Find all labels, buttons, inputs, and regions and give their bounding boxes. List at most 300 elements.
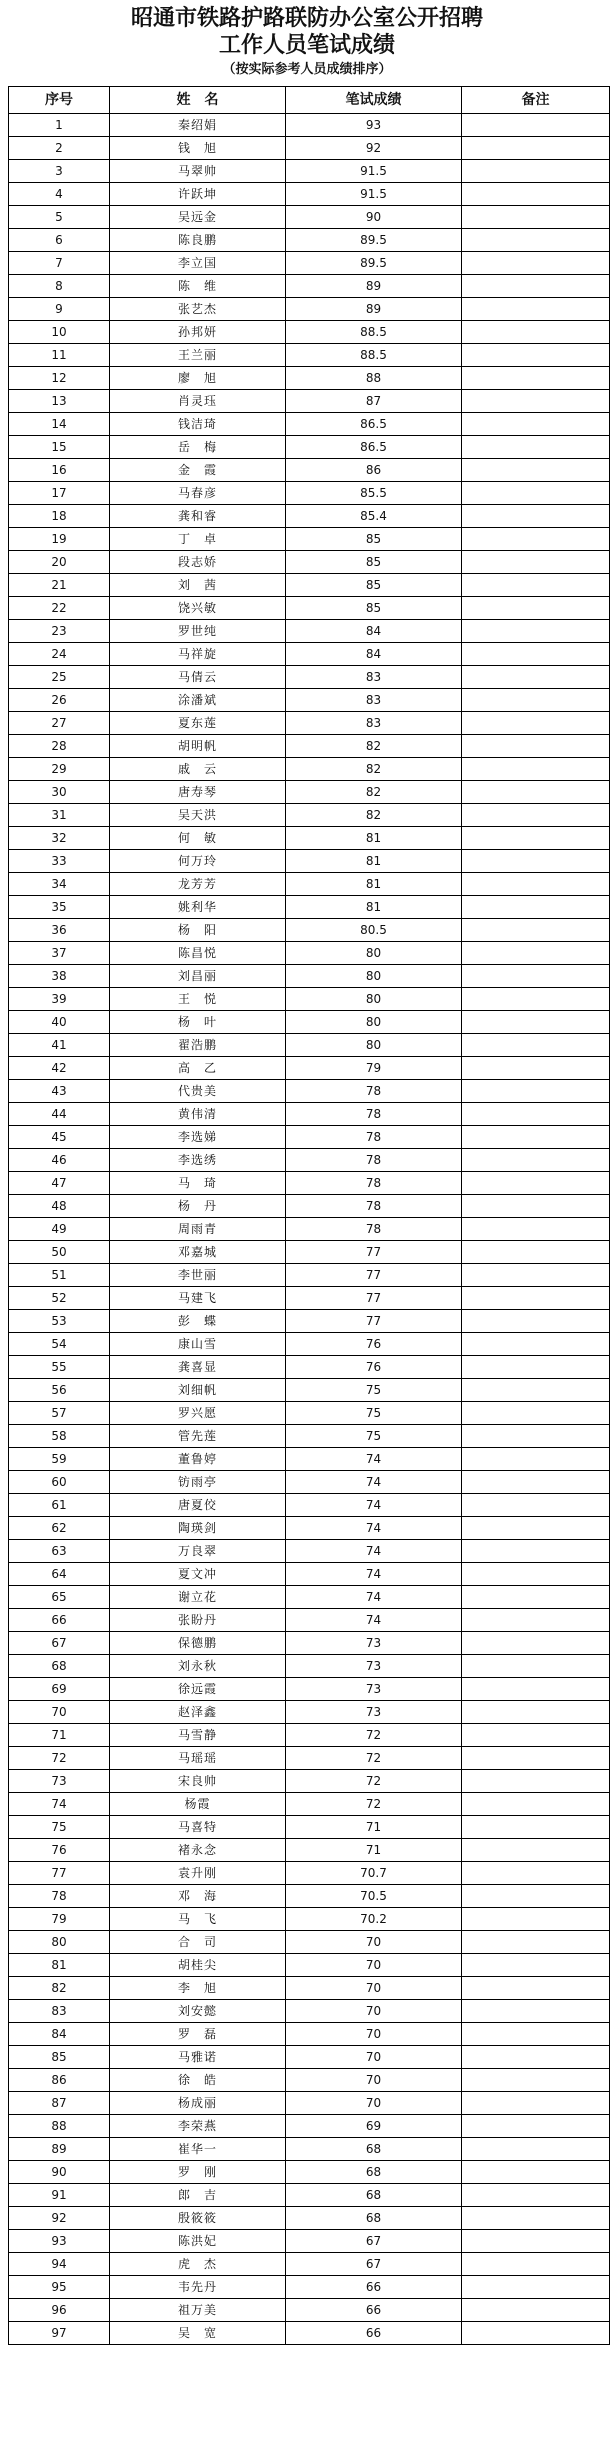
cell-no: 34 <box>9 873 110 896</box>
cell-no: 8 <box>9 275 110 298</box>
cell-score: 76 <box>286 1356 462 1379</box>
cell-name: 彭 蝶 <box>110 1310 286 1333</box>
header-note: 备注 <box>462 87 610 114</box>
cell-score: 76 <box>286 1333 462 1356</box>
table-row <box>9 643 610 666</box>
cell-note <box>462 620 610 643</box>
cell-score: 68 <box>286 2207 462 2230</box>
cell-note <box>462 1862 610 1885</box>
cell-score: 90 <box>286 206 462 229</box>
cell-score: 79 <box>286 1057 462 1080</box>
cell-name: 刘安懿 <box>110 2000 286 2023</box>
cell-no: 27 <box>9 712 110 735</box>
cell-name: 马 飞 <box>110 1908 286 1931</box>
cell-no: 60 <box>9 1471 110 1494</box>
cell-score: 83 <box>286 666 462 689</box>
cell-name: 马瑶瑶 <box>110 1747 286 1770</box>
cell-note <box>462 1931 610 1954</box>
cell-name: 陈洪妃 <box>110 2230 286 2253</box>
table-row <box>9 597 610 620</box>
cell-name: 李荣燕 <box>110 2115 286 2138</box>
cell-no: 7 <box>9 252 110 275</box>
cell-no: 83 <box>9 2000 110 2023</box>
cell-note <box>462 1287 610 1310</box>
cell-note <box>462 2046 610 2069</box>
cell-name: 夏东莲 <box>110 712 286 735</box>
cell-score: 67 <box>286 2253 462 2276</box>
table-row <box>9 712 610 735</box>
cell-no: 80 <box>9 1931 110 1954</box>
cell-name: 饶兴敏 <box>110 597 286 620</box>
cell-name: 邓嘉城 <box>110 1241 286 1264</box>
table-row <box>9 781 610 804</box>
cell-name: 罗兴愿 <box>110 1402 286 1425</box>
cell-score: 74 <box>286 1609 462 1632</box>
cell-note <box>462 160 610 183</box>
table-row <box>9 1448 610 1471</box>
cell-no: 68 <box>9 1655 110 1678</box>
cell-note <box>462 206 610 229</box>
cell-score: 75 <box>286 1425 462 1448</box>
cell-name: 郎 吉 <box>110 2184 286 2207</box>
table-row <box>9 482 610 505</box>
table-row <box>9 2161 610 2184</box>
table-row <box>9 183 610 206</box>
table-row <box>9 505 610 528</box>
cell-name: 高 乙 <box>110 1057 286 1080</box>
table-row <box>9 804 610 827</box>
cell-name: 胡桂尖 <box>110 1954 286 1977</box>
table-row <box>9 2138 610 2161</box>
cell-score: 83 <box>286 689 462 712</box>
cell-no: 65 <box>9 1586 110 1609</box>
cell-no: 19 <box>9 528 110 551</box>
table-row <box>9 528 610 551</box>
cell-score: 70 <box>286 1954 462 1977</box>
cell-no: 54 <box>9 1333 110 1356</box>
cell-no: 70 <box>9 1701 110 1724</box>
cell-no: 57 <box>9 1402 110 1425</box>
cell-note <box>462 1839 610 1862</box>
cell-note <box>462 2115 610 2138</box>
cell-name: 赵泽鑫 <box>110 1701 286 1724</box>
table-row <box>9 2253 610 2276</box>
table-row <box>9 1195 610 1218</box>
cell-no: 28 <box>9 735 110 758</box>
cell-no: 12 <box>9 367 110 390</box>
cell-score: 84 <box>286 643 462 666</box>
table-row <box>9 1379 610 1402</box>
cell-note <box>462 988 610 1011</box>
cell-score: 78 <box>286 1126 462 1149</box>
cell-name: 代贵美 <box>110 1080 286 1103</box>
cell-no: 64 <box>9 1563 110 1586</box>
cell-score: 75 <box>286 1379 462 1402</box>
cell-note <box>462 712 610 735</box>
cell-score: 80 <box>286 965 462 988</box>
cell-note <box>462 1034 610 1057</box>
cell-no: 88 <box>9 2115 110 2138</box>
cell-score: 74 <box>286 1494 462 1517</box>
cell-score: 74 <box>286 1517 462 1540</box>
table-row <box>9 2207 610 2230</box>
cell-no: 35 <box>9 896 110 919</box>
cell-no: 81 <box>9 1954 110 1977</box>
cell-no: 5 <box>9 206 110 229</box>
table-row <box>9 390 610 413</box>
cell-note <box>462 1448 610 1471</box>
cell-no: 16 <box>9 459 110 482</box>
cell-no: 72 <box>9 1747 110 1770</box>
cell-no: 38 <box>9 965 110 988</box>
cell-no: 14 <box>9 413 110 436</box>
cell-no: 45 <box>9 1126 110 1149</box>
cell-score: 88.5 <box>286 321 462 344</box>
cell-no: 20 <box>9 551 110 574</box>
cell-score: 73 <box>286 1632 462 1655</box>
cell-no: 84 <box>9 2023 110 2046</box>
cell-name: 马 琦 <box>110 1172 286 1195</box>
cell-name: 马祥旋 <box>110 643 286 666</box>
cell-no: 30 <box>9 781 110 804</box>
cell-name: 陶瑛剑 <box>110 1517 286 1540</box>
cell-name: 保德鹏 <box>110 1632 286 1655</box>
cell-score: 77 <box>286 1287 462 1310</box>
cell-score: 85 <box>286 528 462 551</box>
cell-score: 89 <box>286 275 462 298</box>
cell-no: 3 <box>9 160 110 183</box>
cell-note <box>462 1908 610 1931</box>
table-row <box>9 413 610 436</box>
cell-note <box>462 1655 610 1678</box>
cell-name: 陈昌悦 <box>110 942 286 965</box>
cell-no: 43 <box>9 1080 110 1103</box>
cell-note <box>462 735 610 758</box>
table-row <box>9 1034 610 1057</box>
cell-note <box>462 1126 610 1149</box>
cell-note <box>462 1494 610 1517</box>
cell-name: 戚 云 <box>110 758 286 781</box>
cell-name: 马倩云 <box>110 666 286 689</box>
cell-no: 61 <box>9 1494 110 1517</box>
cell-score: 85 <box>286 574 462 597</box>
table-row <box>9 1655 610 1678</box>
cell-note <box>462 689 610 712</box>
document-subtitle: （按实际参考人员成绩排序） <box>222 62 392 77</box>
cell-score: 70 <box>286 2092 462 2115</box>
cell-score: 74 <box>286 1563 462 1586</box>
table-row <box>9 1287 610 1310</box>
cell-note <box>462 436 610 459</box>
cell-no: 51 <box>9 1264 110 1287</box>
cell-no: 89 <box>9 2138 110 2161</box>
cell-name: 何万玲 <box>110 850 286 873</box>
cell-name: 钱洁琦 <box>110 413 286 436</box>
cell-no: 94 <box>9 2253 110 2276</box>
cell-name: 胡明帆 <box>110 735 286 758</box>
cell-score: 86 <box>286 459 462 482</box>
cell-score: 71 <box>286 1816 462 1839</box>
cell-score: 85 <box>286 551 462 574</box>
cell-score: 89.5 <box>286 229 462 252</box>
cell-name: 罗世纯 <box>110 620 286 643</box>
cell-score: 68 <box>286 2161 462 2184</box>
cell-note <box>462 390 610 413</box>
cell-no: 52 <box>9 1287 110 1310</box>
table-row <box>9 1011 610 1034</box>
table-row <box>9 436 610 459</box>
cell-score: 72 <box>286 1793 462 1816</box>
cell-no: 67 <box>9 1632 110 1655</box>
cell-no: 73 <box>9 1770 110 1793</box>
cell-note <box>462 2276 610 2299</box>
cell-note <box>462 1701 610 1724</box>
cell-score: 92 <box>286 137 462 160</box>
cell-note <box>462 1057 610 1080</box>
cell-name: 陈良鹏 <box>110 229 286 252</box>
cell-name: 杨 叶 <box>110 1011 286 1034</box>
table-row <box>9 1747 610 1770</box>
cell-name: 虎 杰 <box>110 2253 286 2276</box>
table-row <box>9 2230 610 2253</box>
cell-name: 杨 丹 <box>110 1195 286 1218</box>
cell-no: 44 <box>9 1103 110 1126</box>
cell-score: 81 <box>286 873 462 896</box>
cell-no: 15 <box>9 436 110 459</box>
document-title: 昭通市铁路护路联防办公室公开招聘 <box>130 6 483 31</box>
cell-note <box>462 942 610 965</box>
cell-note <box>462 666 610 689</box>
cell-note <box>462 1218 610 1241</box>
cell-no: 4 <box>9 183 110 206</box>
cell-name: 刘昌丽 <box>110 965 286 988</box>
cell-score: 78 <box>286 1195 462 1218</box>
cell-name: 黄伟清 <box>110 1103 286 1126</box>
cell-name: 马春彦 <box>110 482 286 505</box>
cell-score: 80 <box>286 988 462 1011</box>
cell-name: 吴远金 <box>110 206 286 229</box>
table-row <box>9 275 610 298</box>
table-row <box>9 2184 610 2207</box>
cell-note <box>462 1770 610 1793</box>
cell-score: 70.5 <box>286 1885 462 1908</box>
cell-no: 91 <box>9 2184 110 2207</box>
cell-note <box>462 1195 610 1218</box>
table-row <box>9 459 610 482</box>
cell-name: 钱 旭 <box>110 137 286 160</box>
table-row <box>9 1586 610 1609</box>
table-row <box>9 367 610 390</box>
cell-name: 万良翠 <box>110 1540 286 1563</box>
cell-score: 78 <box>286 1149 462 1172</box>
table-row <box>9 1678 610 1701</box>
table-row <box>9 1793 610 1816</box>
cell-score: 73 <box>286 1678 462 1701</box>
table-row <box>9 1333 610 1356</box>
table-row <box>9 758 610 781</box>
cell-note <box>462 1011 610 1034</box>
cell-no: 92 <box>9 2207 110 2230</box>
table-row <box>9 1724 610 1747</box>
table-row <box>9 1954 610 1977</box>
cell-no: 69 <box>9 1678 110 1701</box>
table-row <box>9 942 610 965</box>
cell-note <box>462 1793 610 1816</box>
table-row <box>9 1471 610 1494</box>
cell-no: 50 <box>9 1241 110 1264</box>
document-title-line2: 工作人员笔试成绩 <box>218 33 395 58</box>
cell-no: 41 <box>9 1034 110 1057</box>
cell-name: 马雪静 <box>110 1724 286 1747</box>
cell-note <box>462 1586 610 1609</box>
cell-name: 马雅诺 <box>110 2046 286 2069</box>
cell-name: 岳 梅 <box>110 436 286 459</box>
cell-score: 81 <box>286 896 462 919</box>
cell-no: 56 <box>9 1379 110 1402</box>
cell-note <box>462 1632 610 1655</box>
cell-no: 63 <box>9 1540 110 1563</box>
cell-no: 17 <box>9 482 110 505</box>
table-row <box>9 965 610 988</box>
cell-note <box>462 1149 610 1172</box>
cell-name: 王 悦 <box>110 988 286 1011</box>
table-row <box>9 1816 610 1839</box>
cell-no: 55 <box>9 1356 110 1379</box>
cell-name: 马喜特 <box>110 1816 286 1839</box>
cell-note <box>462 1885 610 1908</box>
cell-no: 24 <box>9 643 110 666</box>
cell-name: 段志娇 <box>110 551 286 574</box>
cell-note <box>462 804 610 827</box>
cell-no: 33 <box>9 850 110 873</box>
cell-score: 70 <box>286 2000 462 2023</box>
cell-no: 37 <box>9 942 110 965</box>
table-row <box>9 1770 610 1793</box>
cell-name: 祖万美 <box>110 2299 286 2322</box>
table-row <box>9 666 610 689</box>
cell-score: 70.2 <box>286 1908 462 1931</box>
table-row <box>9 988 610 1011</box>
cell-score: 75 <box>286 1402 462 1425</box>
cell-no: 25 <box>9 666 110 689</box>
cell-score: 82 <box>286 781 462 804</box>
cell-no: 11 <box>9 344 110 367</box>
table-body <box>9 114 610 2345</box>
table-row <box>9 735 610 758</box>
table-row <box>9 1172 610 1195</box>
cell-no: 79 <box>9 1908 110 1931</box>
cell-no: 6 <box>9 229 110 252</box>
cell-note <box>462 643 610 666</box>
cell-name: 龙芳芳 <box>110 873 286 896</box>
cell-name: 姚利华 <box>110 896 286 919</box>
table-row <box>9 1126 610 1149</box>
cell-note <box>462 1563 610 1586</box>
cell-score: 72 <box>286 1770 462 1793</box>
cell-note <box>462 1678 610 1701</box>
cell-note <box>462 781 610 804</box>
cell-no: 2 <box>9 137 110 160</box>
cell-no: 1 <box>9 114 110 137</box>
cell-score: 70.7 <box>286 1862 462 1885</box>
cell-name: 杨霞 <box>110 1793 286 1816</box>
cell-note <box>462 1747 610 1770</box>
cell-note <box>462 275 610 298</box>
cell-no: 39 <box>9 988 110 1011</box>
cell-name: 唐寿琴 <box>110 781 286 804</box>
cell-no: 74 <box>9 1793 110 1816</box>
table-row <box>9 2069 610 2092</box>
cell-name: 徐 皓 <box>110 2069 286 2092</box>
cell-name: 马建飞 <box>110 1287 286 1310</box>
cell-note <box>462 413 610 436</box>
table-row <box>9 1310 610 1333</box>
table-row <box>9 873 610 896</box>
cell-score: 88.5 <box>286 344 462 367</box>
cell-no: 77 <box>9 1862 110 1885</box>
cell-no: 78 <box>9 1885 110 1908</box>
cell-note <box>462 2253 610 2276</box>
cell-name: 罗 刚 <box>110 2161 286 2184</box>
cell-note <box>462 2069 610 2092</box>
table-row <box>9 689 610 712</box>
cell-score: 67 <box>286 2230 462 2253</box>
cell-score: 74 <box>286 1471 462 1494</box>
cell-note <box>462 2138 610 2161</box>
cell-no: 59 <box>9 1448 110 1471</box>
cell-note <box>462 827 610 850</box>
cell-note <box>462 1540 610 1563</box>
cell-score: 80 <box>286 1011 462 1034</box>
cell-note <box>462 1517 610 1540</box>
cell-no: 26 <box>9 689 110 712</box>
cell-name: 褚永念 <box>110 1839 286 1862</box>
table-row <box>9 620 610 643</box>
cell-score: 68 <box>286 2184 462 2207</box>
table-row <box>9 1885 610 1908</box>
cell-no: 87 <box>9 2092 110 2115</box>
cell-name: 丁 卓 <box>110 528 286 551</box>
table-row <box>9 827 610 850</box>
cell-note <box>462 2230 610 2253</box>
table-row <box>9 1356 610 1379</box>
cell-score: 87 <box>286 390 462 413</box>
table-row <box>9 2115 610 2138</box>
cell-name: 唐夏佼 <box>110 1494 286 1517</box>
cell-score: 91.5 <box>286 183 462 206</box>
cell-note <box>462 1609 610 1632</box>
table-row <box>9 2322 610 2345</box>
cell-no: 23 <box>9 620 110 643</box>
cell-no: 97 <box>9 2322 110 2345</box>
cell-note <box>462 321 610 344</box>
cell-note <box>462 2322 610 2345</box>
cell-no: 48 <box>9 1195 110 1218</box>
cell-no: 10 <box>9 321 110 344</box>
cell-score: 85.4 <box>286 505 462 528</box>
cell-name: 罗 磊 <box>110 2023 286 2046</box>
cell-note <box>462 1172 610 1195</box>
cell-name: 廖 旭 <box>110 367 286 390</box>
cell-score: 73 <box>286 1701 462 1724</box>
cell-note <box>462 367 610 390</box>
cell-no: 36 <box>9 919 110 942</box>
cell-no: 85 <box>9 2046 110 2069</box>
cell-name: 杨成丽 <box>110 2092 286 2115</box>
cell-name: 吴 宽 <box>110 2322 286 2345</box>
cell-note <box>462 2092 610 2115</box>
score-table <box>8 86 610 2345</box>
